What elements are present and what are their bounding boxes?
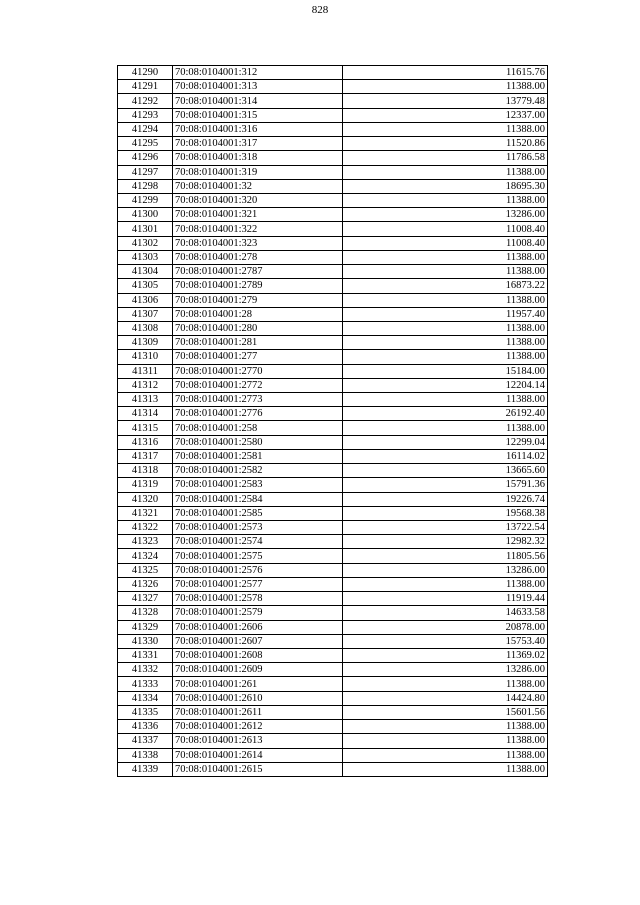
table-row [118, 663, 548, 677]
value-cell: 12204.14 [343, 378, 548, 392]
value-cell: 11615.76 [343, 66, 548, 80]
cadastral-number-cell: 70:08:0104001:277 [173, 350, 343, 364]
value-cell: 11805.56 [343, 549, 548, 563]
value-cell: 16873.22 [343, 279, 548, 293]
table-row [118, 350, 548, 364]
row-number-cell: 41308 [118, 321, 173, 335]
value-cell: 11388.00 [343, 748, 548, 762]
row-number-cell: 41328 [118, 606, 173, 620]
page-number: 828 [311, 4, 329, 16]
value-cell: 11388.00 [343, 734, 548, 748]
table-row [118, 122, 548, 136]
table-row [118, 151, 548, 165]
value-cell: 26192.40 [343, 407, 548, 421]
table-row [118, 307, 548, 321]
cadastral-number-cell: 70:08:0104001:2610 [173, 691, 343, 705]
table-row [118, 677, 548, 691]
row-number-cell: 41304 [118, 265, 173, 279]
value-cell: 13779.48 [343, 94, 548, 108]
cadastral-number-cell: 70:08:0104001:2576 [173, 563, 343, 577]
row-number-cell: 41315 [118, 421, 173, 435]
cadastral-number-cell: 70:08:0104001:2609 [173, 663, 343, 677]
row-number-cell: 41338 [118, 748, 173, 762]
table-row [118, 506, 548, 520]
cadastral-number-cell: 70:08:0104001:2787 [173, 265, 343, 279]
row-number-cell: 41335 [118, 705, 173, 719]
row-number-cell: 41317 [118, 449, 173, 463]
value-cell: 12337.00 [343, 108, 548, 122]
row-number-cell: 41319 [118, 478, 173, 492]
row-number-cell: 41292 [118, 94, 173, 108]
value-cell: 12982.32 [343, 535, 548, 549]
cadastral-number-cell: 70:08:0104001:280 [173, 321, 343, 335]
value-cell: 14424.80 [343, 691, 548, 705]
table-row [118, 521, 548, 535]
table-row [118, 236, 548, 250]
cadastral-number-cell: 70:08:0104001:2574 [173, 535, 343, 549]
cadastral-number-cell: 70:08:0104001:278 [173, 250, 343, 264]
table-row [118, 179, 548, 193]
cadastral-number-cell: 70:08:0104001:279 [173, 293, 343, 307]
table-row [118, 563, 548, 577]
cadastral-number-cell: 70:08:0104001:2579 [173, 606, 343, 620]
cadastral-number-cell: 70:08:0104001:2608 [173, 648, 343, 662]
value-cell: 12299.04 [343, 435, 548, 449]
row-number-cell: 41310 [118, 350, 173, 364]
row-number-cell: 41301 [118, 222, 173, 236]
row-number-cell: 41299 [118, 193, 173, 207]
cadastral-number-cell: 70:08:0104001:2584 [173, 492, 343, 506]
row-number-cell: 41305 [118, 279, 173, 293]
value-cell: 11388.00 [343, 80, 548, 94]
row-number-cell: 41291 [118, 80, 173, 94]
table-row [118, 549, 548, 563]
table-row [118, 222, 548, 236]
cadastral-number-cell: 70:08:0104001:28 [173, 307, 343, 321]
value-cell: 11388.00 [343, 421, 548, 435]
row-number-cell: 41294 [118, 122, 173, 136]
value-cell: 11388.00 [343, 720, 548, 734]
value-cell: 15791.36 [343, 478, 548, 492]
cadastral-number-cell: 70:08:0104001:2583 [173, 478, 343, 492]
row-number-cell: 41322 [118, 521, 173, 535]
table-row [118, 336, 548, 350]
row-number-cell: 41330 [118, 634, 173, 648]
table-row [118, 293, 548, 307]
cadastral-number-cell: 70:08:0104001:318 [173, 151, 343, 165]
row-number-cell: 41321 [118, 506, 173, 520]
cadastral-number-cell: 70:08:0104001:320 [173, 193, 343, 207]
value-cell: 11008.40 [343, 222, 548, 236]
row-number-cell: 41295 [118, 137, 173, 151]
value-cell: 11369.02 [343, 648, 548, 662]
row-number-cell: 41320 [118, 492, 173, 506]
value-cell: 15601.56 [343, 705, 548, 719]
row-number-cell: 41316 [118, 435, 173, 449]
row-number-cell: 41303 [118, 250, 173, 264]
row-number-cell: 41324 [118, 549, 173, 563]
row-number-cell: 41312 [118, 378, 173, 392]
value-cell: 16114.02 [343, 449, 548, 463]
table-row [118, 137, 548, 151]
cadastral-number-cell: 70:08:0104001:2606 [173, 620, 343, 634]
value-cell: 11388.00 [343, 336, 548, 350]
cadastral-number-cell: 70:08:0104001:2575 [173, 549, 343, 563]
cadastral-number-cell: 70:08:0104001:321 [173, 208, 343, 222]
value-cell: 15753.40 [343, 634, 548, 648]
cadastral-number-cell: 70:08:0104001:258 [173, 421, 343, 435]
table-row [118, 762, 548, 776]
table-row [118, 265, 548, 279]
cadastral-number-cell: 70:08:0104001:2612 [173, 720, 343, 734]
cadastral-number-cell: 70:08:0104001:2770 [173, 364, 343, 378]
table-row [118, 705, 548, 719]
cadastral-number-cell: 70:08:0104001:322 [173, 222, 343, 236]
row-number-cell: 41309 [118, 336, 173, 350]
cadastral-number-cell: 70:08:0104001:2614 [173, 748, 343, 762]
cadastral-number-cell: 70:08:0104001:2776 [173, 407, 343, 421]
table-row [118, 592, 548, 606]
row-number-cell: 41314 [118, 407, 173, 421]
cadastral-number-cell: 70:08:0104001:32 [173, 179, 343, 193]
table-row [118, 464, 548, 478]
table-row [118, 606, 548, 620]
row-number-cell: 41298 [118, 179, 173, 193]
cadastral-number-cell: 70:08:0104001:2789 [173, 279, 343, 293]
value-cell: 11388.00 [343, 293, 548, 307]
row-number-cell: 41300 [118, 208, 173, 222]
row-number-cell: 41326 [118, 577, 173, 591]
table-row [118, 66, 548, 80]
table-row [118, 208, 548, 222]
cadastral-number-cell: 70:08:0104001:314 [173, 94, 343, 108]
value-cell: 11388.00 [343, 577, 548, 591]
value-cell: 20878.00 [343, 620, 548, 634]
value-cell: 11388.00 [343, 122, 548, 136]
value-cell: 13286.00 [343, 208, 548, 222]
row-number-cell: 41318 [118, 464, 173, 478]
table-row [118, 648, 548, 662]
cadastral-number-cell: 70:08:0104001:319 [173, 165, 343, 179]
table-row [118, 165, 548, 179]
value-cell: 13722.54 [343, 521, 548, 535]
value-cell: 13286.00 [343, 663, 548, 677]
table-row [118, 94, 548, 108]
table-row [118, 748, 548, 762]
cadastral-number-cell: 70:08:0104001:313 [173, 80, 343, 94]
row-number-cell: 41290 [118, 66, 173, 80]
table-row [118, 421, 548, 435]
table-row [118, 734, 548, 748]
table-row [118, 407, 548, 421]
value-cell: 11388.00 [343, 165, 548, 179]
table-row [118, 720, 548, 734]
cadastral-number-cell: 70:08:0104001:316 [173, 122, 343, 136]
value-cell: 13286.00 [343, 563, 548, 577]
row-number-cell: 41337 [118, 734, 173, 748]
table-row [118, 634, 548, 648]
table-row [118, 577, 548, 591]
cadastral-number-cell: 70:08:0104001:317 [173, 137, 343, 151]
value-cell: 19226.74 [343, 492, 548, 506]
table-row [118, 364, 548, 378]
value-cell: 11957.40 [343, 307, 548, 321]
value-cell: 11520.86 [343, 137, 548, 151]
cadastral-number-cell: 70:08:0104001:2581 [173, 449, 343, 463]
row-number-cell: 41313 [118, 393, 173, 407]
row-number-cell: 41329 [118, 620, 173, 634]
cadastral-number-cell: 70:08:0104001:2578 [173, 592, 343, 606]
table-row [118, 620, 548, 634]
row-number-cell: 41297 [118, 165, 173, 179]
row-number-cell: 41339 [118, 762, 173, 776]
cadastral-number-cell: 70:08:0104001:315 [173, 108, 343, 122]
value-cell: 11919.44 [343, 592, 548, 606]
value-cell: 11388.00 [343, 350, 548, 364]
cadastral-number-cell: 70:08:0104001:2585 [173, 506, 343, 520]
row-number-cell: 41311 [118, 364, 173, 378]
value-cell: 19568.38 [343, 506, 548, 520]
row-number-cell: 41333 [118, 677, 173, 691]
table-row [118, 378, 548, 392]
cadastral-number-cell: 70:08:0104001:2611 [173, 705, 343, 719]
cadastral-number-cell: 70:08:0104001:2580 [173, 435, 343, 449]
cadastral-number-cell: 70:08:0104001:2573 [173, 521, 343, 535]
value-cell: 11388.00 [343, 250, 548, 264]
table-row [118, 321, 548, 335]
row-number-cell: 41302 [118, 236, 173, 250]
cadastral-number-cell: 70:08:0104001:2577 [173, 577, 343, 591]
value-cell: 18695.30 [343, 179, 548, 193]
cadastral-number-cell: 70:08:0104001:261 [173, 677, 343, 691]
table-row [118, 449, 548, 463]
table-row [118, 435, 548, 449]
table-row [118, 250, 548, 264]
row-number-cell: 41296 [118, 151, 173, 165]
value-cell: 14633.58 [343, 606, 548, 620]
cadastral-number-cell: 70:08:0104001:2607 [173, 634, 343, 648]
value-cell: 11786.58 [343, 151, 548, 165]
table-row [118, 492, 548, 506]
value-cell: 11388.00 [343, 265, 548, 279]
cadastral-number-cell: 70:08:0104001:2613 [173, 734, 343, 748]
cadastral-number-cell: 70:08:0104001:2582 [173, 464, 343, 478]
row-number-cell: 41336 [118, 720, 173, 734]
row-number-cell: 41323 [118, 535, 173, 549]
cadastral-number-cell: 70:08:0104001:312 [173, 66, 343, 80]
table-row [118, 80, 548, 94]
value-cell: 11388.00 [343, 321, 548, 335]
table-row [118, 478, 548, 492]
row-number-cell: 41331 [118, 648, 173, 662]
value-cell: 15184.00 [343, 364, 548, 378]
table-row [118, 279, 548, 293]
cadastral-number-cell: 70:08:0104001:323 [173, 236, 343, 250]
value-cell: 13665.60 [343, 464, 548, 478]
cadastral-number-cell: 70:08:0104001:2772 [173, 378, 343, 392]
registry-table [117, 65, 548, 777]
value-cell: 11388.00 [343, 677, 548, 691]
table-row [118, 108, 548, 122]
row-number-cell: 41332 [118, 663, 173, 677]
cadastral-number-cell: 70:08:0104001:2615 [173, 762, 343, 776]
table-row [118, 193, 548, 207]
value-cell: 11388.00 [343, 762, 548, 776]
row-number-cell: 41334 [118, 691, 173, 705]
row-number-cell: 41325 [118, 563, 173, 577]
table-row [118, 393, 548, 407]
cadastral-number-cell: 70:08:0104001:281 [173, 336, 343, 350]
value-cell: 11008.40 [343, 236, 548, 250]
row-number-cell: 41307 [118, 307, 173, 321]
cadastral-number-cell: 70:08:0104001:2773 [173, 393, 343, 407]
row-number-cell: 41306 [118, 293, 173, 307]
value-cell: 11388.00 [343, 393, 548, 407]
value-cell: 11388.00 [343, 193, 548, 207]
registry-table-body [118, 66, 548, 777]
row-number-cell: 41293 [118, 108, 173, 122]
table-row [118, 535, 548, 549]
row-number-cell: 41327 [118, 592, 173, 606]
table-row [118, 691, 548, 705]
